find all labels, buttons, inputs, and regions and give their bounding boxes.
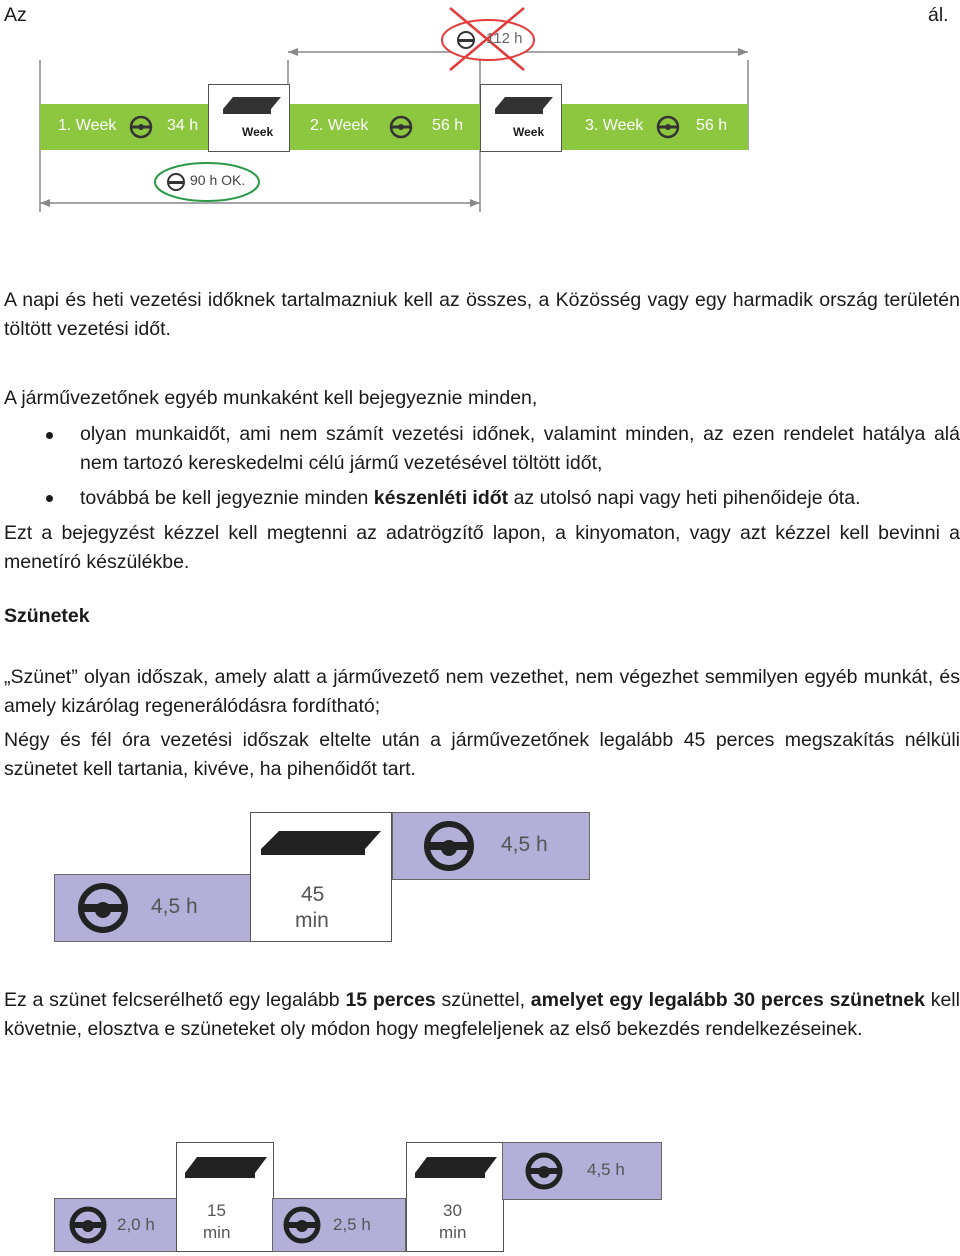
split-break-30-unit: min: [439, 1223, 467, 1242]
crossed-112h-label: 112 h: [486, 30, 523, 47]
split-drive-block-3-label: 4,5 h: [587, 1160, 625, 1179]
split-break-e: kell követnie, elosztva e szüneteket oly módon hogy megfeleljenek az első bekezdés rendelkezéseinek.: [4, 989, 960, 1040]
steering-wheel-icon: [67, 1204, 109, 1246]
weekly-rest-label-1: Week: [242, 125, 274, 139]
top-fragment-right: ál.: [928, 4, 949, 26]
week3-hours: 56 h: [696, 117, 728, 134]
steering-wheel-icon: [421, 818, 477, 874]
weekly-rest-label-2: Week: [513, 125, 545, 139]
bullet-availability: [80, 484, 960, 513]
split-break-c: szünettel,: [435, 989, 531, 1011]
weekly-rest-block-1: [208, 84, 290, 152]
split-break-block-30: [406, 1142, 504, 1252]
steering-wheel-icon: [388, 114, 414, 140]
break-diagram-split: [54, 1142, 664, 1252]
split-break-b: 15 perces: [345, 989, 436, 1011]
paragraph-break-definition: „Szünet” olyan időszak, amely alatt a járművezető nem vezethet, nem végezhet semmilyen egyéb munkát, és amely kizárólag regenerálódásra fordítható;: [4, 666, 960, 717]
split-drive-block-3: [502, 1142, 662, 1200]
section-heading-breaks: Szünetek: [4, 605, 90, 627]
top-fragment-left: Az: [4, 4, 27, 26]
week1-name: 1. Week: [58, 117, 117, 134]
bullet-availability-pre: továbbá be kell jegyeznie minden: [80, 487, 374, 509]
bed-icon: [481, 89, 561, 129]
bullet-working-time: olyan munkaidőt, ami nem számít vezetési időnek, valamint minden, az ezen rendelet hatálya alá nem tartozó kereskedelmi célú jármű vezetésével töltött időt,: [80, 423, 960, 474]
week1-hours: 34 h: [167, 117, 199, 134]
bullet-availability-bold: készenléti időt: [373, 487, 509, 509]
bed-icon: [209, 89, 289, 129]
split-drive-block-2: [272, 1198, 406, 1252]
bullet-availability-post: az utolsó napi vagy heti pihenőideje óta.: [508, 487, 861, 509]
steering-wheel-icon: [523, 1150, 565, 1192]
weekly-driving-diagram: [0, 0, 960, 220]
split-drive-block-2-label: 2,5 h: [333, 1215, 371, 1234]
break-block-45: [250, 812, 392, 942]
drive-block-2: [392, 812, 590, 880]
drive-block-1-label: 4,5 h: [151, 895, 198, 918]
paragraph-other-work: A járművezetőnek egyéb munkaként kell bejegyeznie minden,: [4, 387, 538, 409]
bullet-dot: [46, 432, 53, 439]
drive-block-2-label: 4,5 h: [501, 833, 548, 856]
break-diagram-45min: [54, 812, 590, 942]
week3-name: 3. Week: [585, 117, 644, 134]
paragraph-manual-entry: Ezt a bejegyzést kézzel kell megtenni az adatrögzítő lapon, a kinyomaton, vagy azt kézzel kell bevinni a menetíró készülékbe.: [4, 522, 960, 573]
split-break-block-15: [176, 1142, 274, 1252]
break-block-45-unit: min: [295, 909, 329, 932]
bed-icon: [177, 1147, 273, 1197]
break-block-45-value: 45: [301, 883, 325, 906]
week2-hours: 56 h: [432, 117, 464, 134]
ok-90h-label: 90 h OK.: [190, 172, 246, 188]
bullet-dot: [46, 495, 53, 502]
split-break-a: Ez a szünet felcserélhető egy legalább: [4, 989, 346, 1011]
steering-wheel-icon: [655, 114, 681, 140]
bed-icon: [407, 1147, 503, 1197]
split-break-30-value: 30: [443, 1201, 462, 1220]
drive-block-1: [54, 874, 252, 942]
bed-icon: [251, 819, 391, 879]
steering-wheel-icon: [281, 1204, 323, 1246]
steering-wheel-icon: [128, 114, 154, 140]
weekly-rest-block-2: [480, 84, 562, 152]
week2-name: 2. Week: [310, 117, 369, 134]
split-drive-block-1: [54, 1198, 178, 1252]
split-break-d: amelyet egy legalább 30 perces szünetnek: [530, 989, 925, 1011]
paragraph-break-rule: Négy és fél óra vezetési időszak eltelte után a járművezetőnek legalább 45 perces megszakítás nélküli szünetet kell tartania, kivéve, ha pihenőidőt tart.: [4, 729, 960, 780]
split-drive-block-1-label: 2,0 h: [117, 1215, 155, 1234]
split-break-15-value: 15: [207, 1201, 226, 1220]
steering-wheel-icon: [75, 880, 131, 936]
paragraph-split-break: [4, 986, 960, 1044]
split-break-15-unit: min: [203, 1223, 231, 1242]
paragraph-driving-time: A napi és heti vezetési időknek tartalmazniuk kell az összes, a Közösség vagy egy harmadik ország területén töltött vezetési időt.: [4, 289, 960, 340]
